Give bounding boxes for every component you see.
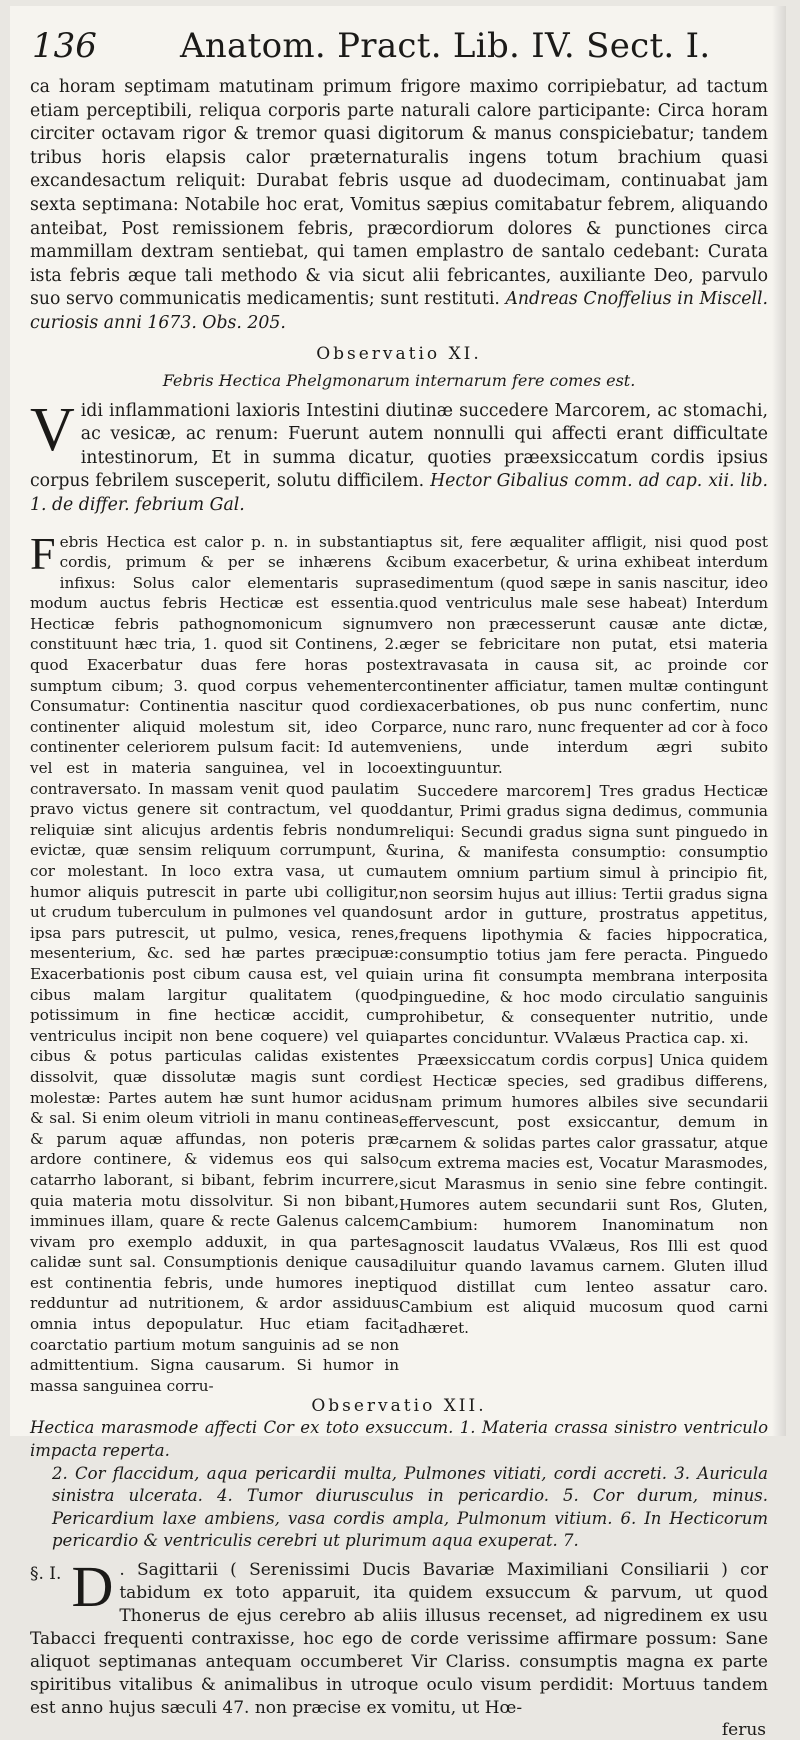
- observation-11-citation: Hector Gibalius comm. ad cap. xii. lib. 1. de differ. febrium Gal.: [30, 471, 768, 515]
- catchword: ferus: [721, 1720, 766, 1740]
- two-column-commentary: [30, 527, 768, 1397]
- running-title: Anatom. Pract. Lib. IV. Sect. I.: [180, 26, 711, 66]
- observation-12-summary-first: Hectica marasmode affecti Cor ex toto exsuccum. 1. Materia crassa sinistro ventriculo impacta reperta.: [30, 1418, 768, 1461]
- observation-12-text: . Sagittarii ( Serenissimi Ducis Bavariæ Maximiliani Consiliarii ) cor tabidum ex toto apparuit, ita quidem exsuccum & parvum, ut quod Thonerus de ejus cerebro ab aliis illusus recenset, ad nigredinem ex usu Tabacci frequenti contraxisse, hoc ego de corde verissime affirmare possum: Sane aliquot septimanas antequam occumberet Vir Clariss. consumptis magna ex parte spiritibus vitalibus & animalibus in utroque oculo visum perdidit: Mortuus tandem est anno hujus sæculi 47. non præcise ex vomitu, ut Hœ-: [30, 1560, 768, 1718]
- left-column-paragraph: [30, 527, 399, 1397]
- right-column-paragraph-3: Præexsiccatum cordis corpus] Unica quidem est Hecticæ species, sed gradibus differens, nam primum humores albiles sive secundarii effervescunt, post exsiccantur, demum in carnem & solidas partes calor grassatur, atque cum extrema macies est, Vocatur Marasmodes, sicut Marasmus in senio sine febre contingit. Humores autem secundarii sunt Ros, Gluten, Cambium: humorem Inanominatum non agnoscit laudatus VValæus, Ros Illi est quod diluitur quando lavamus carnem. Gluten illud quod distillat cum lenteo assatur caro. Cambium est aliquid mucosum quod carni adhæret.: [399, 1051, 768, 1338]
- intro-text: ca horam septimam matutinam primum frigore maximo corripiebatur, ad tactum etiam perceptibili, reliqua corporis parte naturali calore participante: Circa horam circiter octavam rigor & tremor quasi digitorum & manus conspiciebatur; tandem tribus horis elapsis calor præternaturalis ingens totum brachium quasi excandesactum reliquit: Durabat febris usque ad duodecimam, continuabat jam sexta septimana: Notabile hoc erat, Vomitus sæpius comitabatur febrem, aliquando anteibat, Post remissionem febris, præcordiorum dolores & punctiones circa mammillam dextram sentiebat, qui tamen emplastro de santalo cedebant: Curata ista febris æque tali methodo & via sicut alii febricantes, auxiliante Deo, parvulo suo servo communicatis medicamentis; sunt restituti.: [30, 77, 768, 310]
- page-number: 136: [32, 26, 97, 66]
- dropcap-d: D: [71, 1554, 114, 1619]
- section-mark: §. I.: [30, 1564, 62, 1584]
- observation-12-paragraph: [30, 1554, 768, 1720]
- left-column: [30, 527, 399, 1397]
- right-column-paragraph-1: ptus sit, fere æqualiter affligit, nisi quod post cibum exacerbetur, & urina exhibeat interdum sedimentum (quod sæpe in sanis nascitur, ideo quod ventriculus male sese habeat) Interdum vero non præcesserunt causæ ante dictæ, æger se febricitare non putat, etsi materia extravasata in causa sit, ac proinde cor continenter afficiatur, tamen multæ contingunt exacerbationes, ob pus nunc confertim, nunc parce, nunc raro, nunc frequenter ad cor à foco veniens, unde interdum ægri subito extinguuntur.: [399, 532, 768, 778]
- observation-11-paragraph: [30, 395, 768, 518]
- left-column-text: ebris Hectica est calor p. n. in substantia cordis, primum & per se inhærens & infixus: Solus calor elementaris supra modum auctus febris Hecticæ est essentia. Hecticæ febris pathognomonicum signum constituunt hæc tria, 1. quod sit Continens, 2. quod Exacerbatur duas fere horas post sumptum cibum; 3. quod corpus vehementer Consumatur: Continentia nascitur quod cordi continenter aliquid molestum sit, ideo Cor continenter celeriorem pulsum facit: Id autem vel est in materia sanguinea, vel in loco contraversato. In massam venit quod paulatim pravo victus genere sit contractum, vel quod reliquiæ sint alicujus ardentis febris nondum evictæ, quæ sensim reliquum corrumpunt, & cor molestant. In loco extra vasa, ut cum humor aliquis putrescit in parte ubi colligitur, ut crudum tuberculum in pulmones vel quando ipsa pars putrescit, ut pulmo, vesica, renes, mesenterium, &c. sed hæ partes præcipuæ: Exacerbationis post cibum causa est, vel quia cibus malam largitur qualitatem (quod potissimum in fine hecticæ accidit, cum ventriculus incipit non bene coquere) vel quia cibus & potus particulas calidas existentes dissolvit, quæ dissolutæ magis sunt cordi molestæ: Partes autem hæ sunt humor acidus & sal. Si enim oleum vitrioli in manu contineas & parum aquæ affundas, non poteris præ ardore continere, & videmus eos qui salso catarrho laborant, si bibant, febrim incurrere, quia materia motu dissolvitur. Si non bibant, imminues illam, quare & recte Galenus calcem vivam pro exemplo adduxit, in qua partes calidæ sunt sal. Consumptionis denique causa est continentia febris, unde humores inepti redduntur ad nutritionem, & ardor assiduus omnia intus depopulatur. Huc etiam facit coarctatio partium motum sanguinis ad se non admittentium. Signa causarum. Si humor in massa sanguinea corru-: [30, 532, 399, 1395]
- observation-12-summary: [30, 1417, 768, 1553]
- dropcap-v: V: [30, 395, 75, 464]
- observation-12-summary-rest: 2. Cor flaccidum, aqua pericardii multa, Pulmones vitiati, cordi accreti. 3. Auricula sinistra ulcerata. 4. Tumor diurusculus in pericardio. 5. Cor durum, minus. Pericardium laxe ambiens, vasa cordis ampla, Pulmonum vitium. 6. In Hecticorum pericardio & ventriculis cerebri ut plurimum aqua exuperat. 7.: [52, 1463, 768, 1551]
- right-column: [399, 532, 768, 1397]
- page-gutter-shadow: [772, 6, 786, 1436]
- intro-paragraph: [30, 76, 768, 336]
- observation-11-text: idi inflammationi laxioris Intestini diutinæ succedere Marcorem, ac stomachi, ac vesicæ, ac renum: Fuerunt autem nonnulli qui affecti erant difficultate intestinorum, Et in summa dicatur, quoties præexsiccatum cordis ipsius corpus febrilem susceperit, solutu difficilem.: [30, 400, 768, 492]
- observation-11-subtitle: Febris Hectica Phelgmonarum internarum fere comes est.: [162, 370, 636, 390]
- book-page: [10, 6, 786, 1740]
- page-header: [30, 26, 768, 76]
- dropcap-f: F: [30, 527, 56, 579]
- intro-citation: Andreas Cnoffelius in Miscell. curiosis anni 1673. Obs. 205.: [30, 289, 768, 333]
- observation-12-title: Observatio XII.: [311, 1396, 487, 1417]
- observation-11-title: Observatio XI.: [316, 343, 482, 364]
- right-column-paragraph-2: Succedere marcorem] Tres gradus Hecticæ dantur, Primi gradus signa dedimus, communia reliqui: Secundi gradus signa sunt pinguedo in urina, & manifesta consumptio: consumptio autem omnium partium simul à principio fit, non seorsim hujus aut illius: Tertii gradus signa sunt ardor in gutture, prostratus appetitus, frequens lipothymia & facies hippocratica, consumptio totius jam fere peracta. Pinguedo in urina fit consumpta membrana interposita pinguedine, & hoc modo circulatio sanguinis prohibetur, & consequenter nutritio, unde partes conciduntur. VValæus Practica cap. xi.: [399, 781, 768, 1047]
